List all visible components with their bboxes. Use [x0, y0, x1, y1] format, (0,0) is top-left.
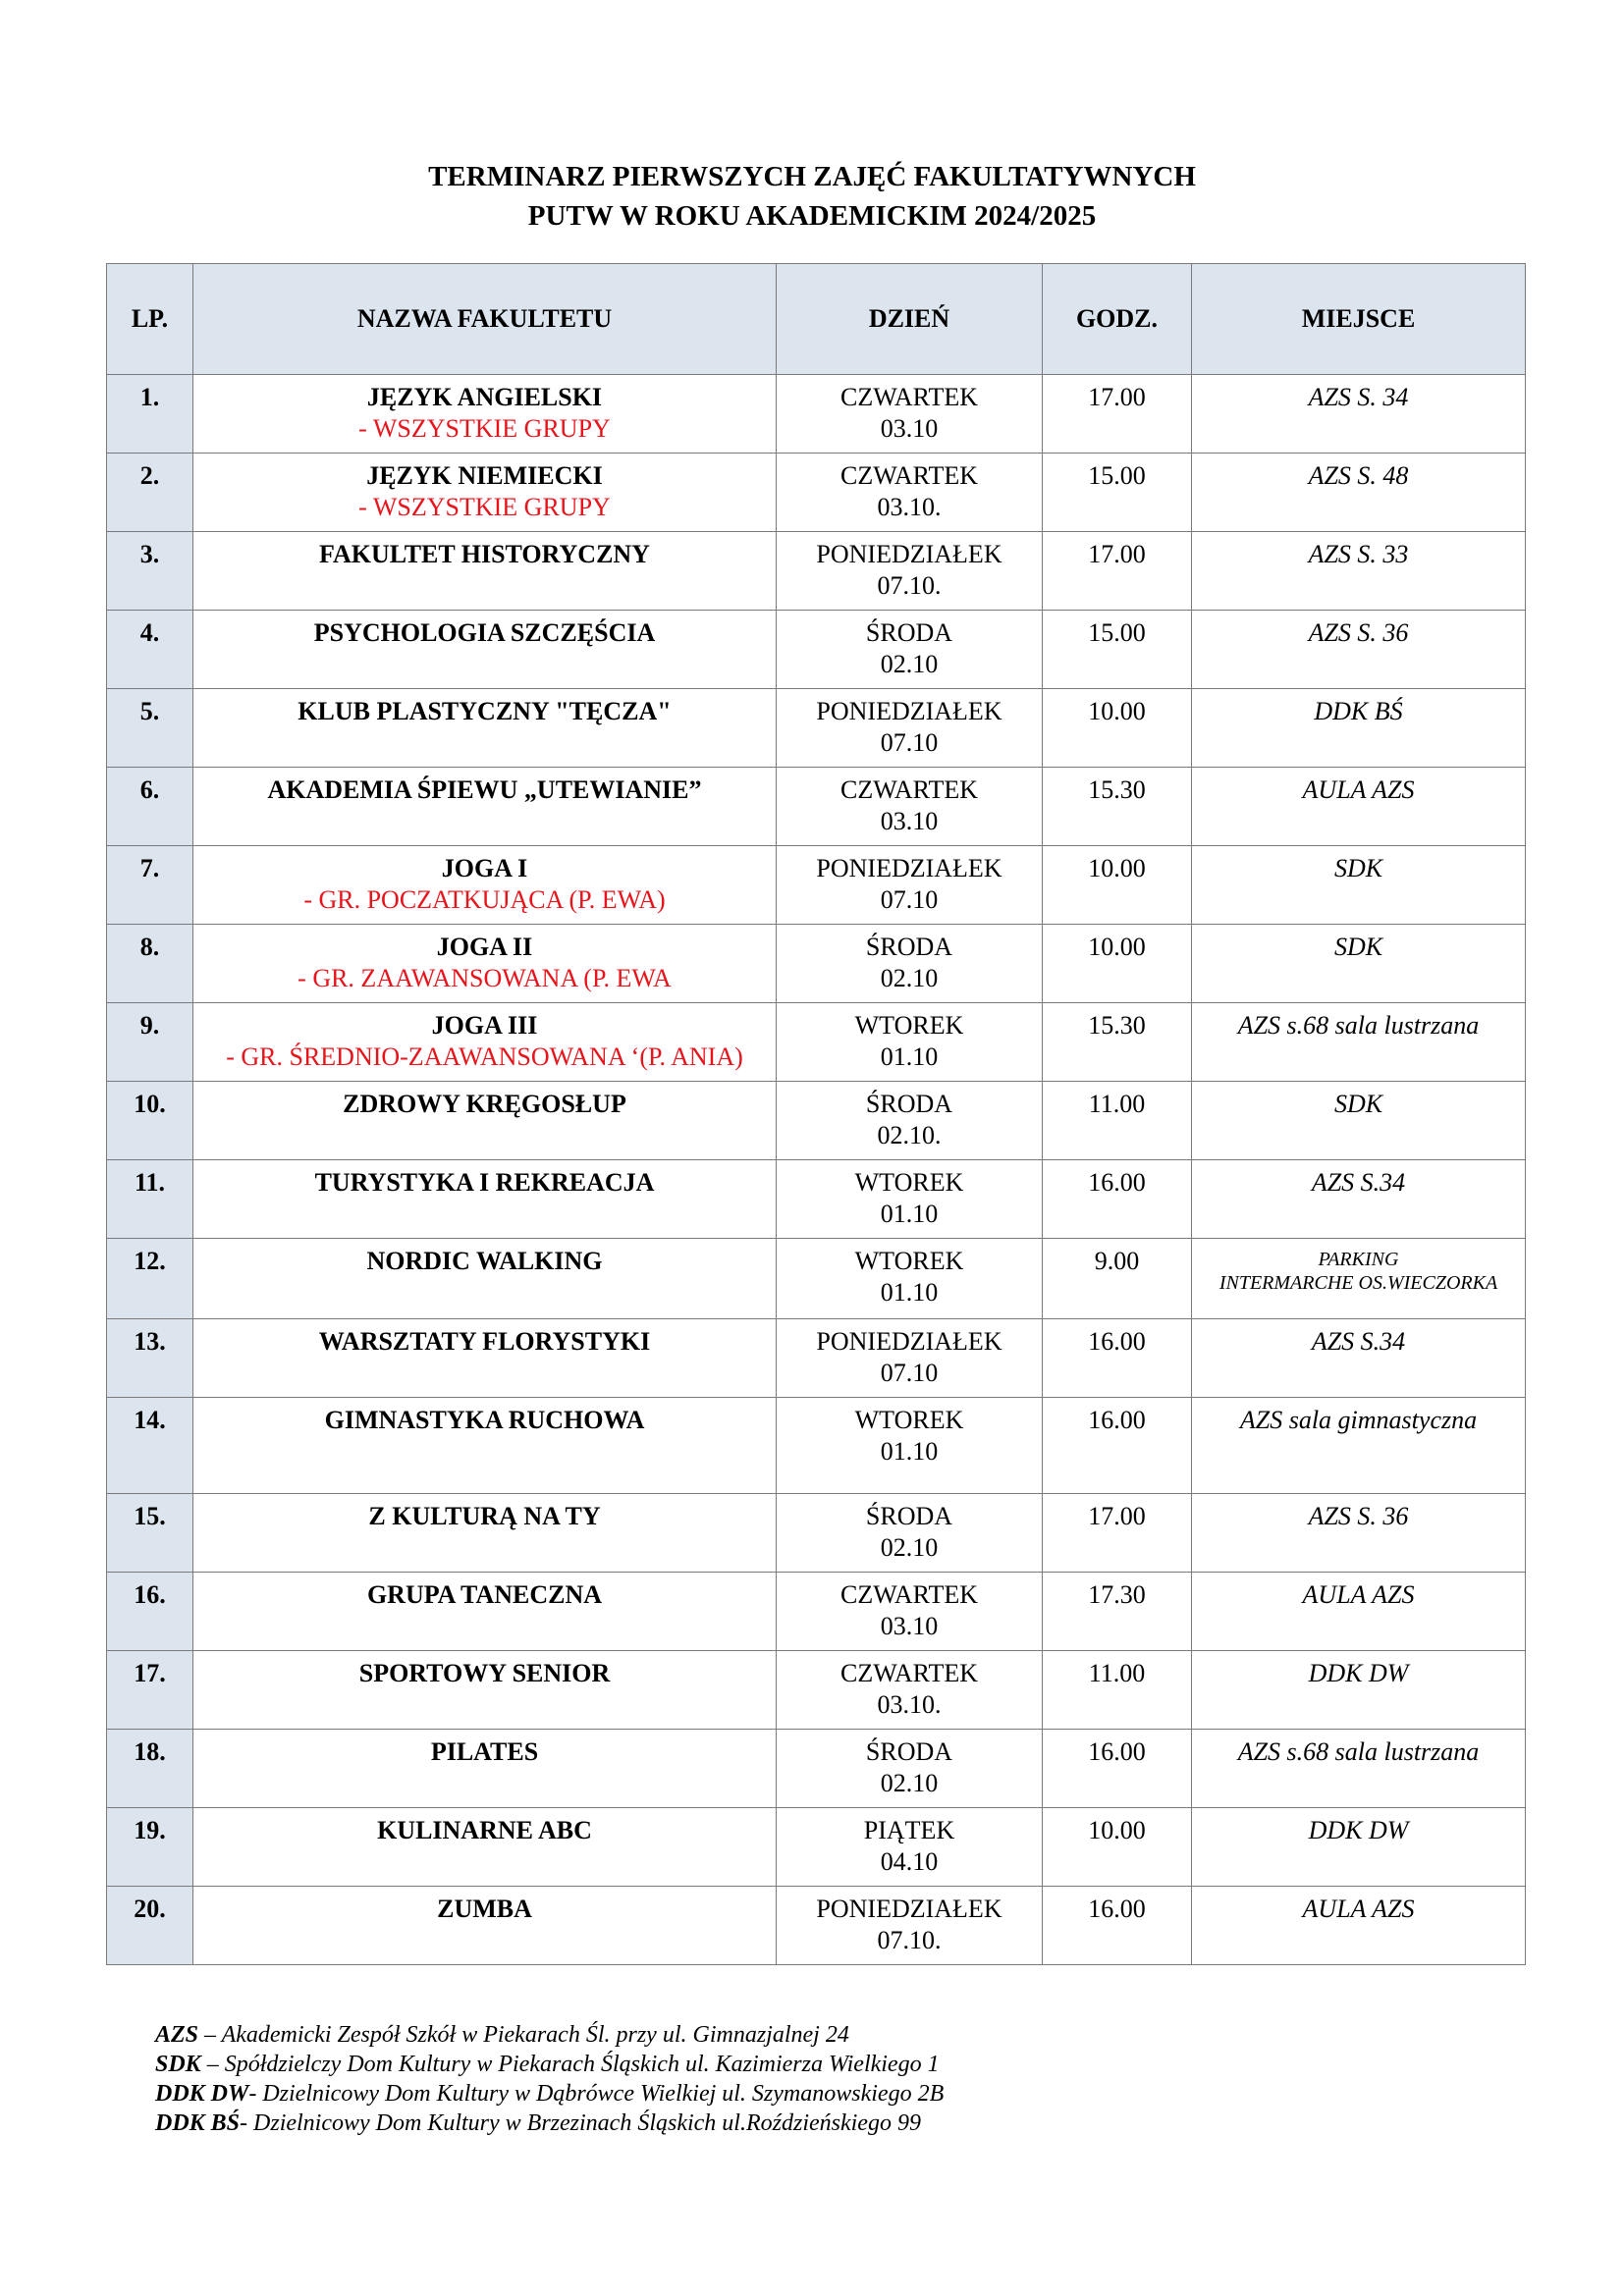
row-name: [193, 1730, 777, 1808]
row-name-title: TURYSTYKA I REKREACJA: [314, 1168, 655, 1197]
row-date: 03.10: [880, 414, 939, 443]
schedule-table: [106, 263, 1526, 1965]
row-name: [193, 1651, 777, 1730]
row-date: 02.10.: [877, 1121, 942, 1149]
row-day-name: ŚRODA: [865, 618, 953, 647]
row-place-line: AULA AZS: [1302, 1580, 1415, 1609]
table-row: [107, 846, 1526, 925]
row-name-title: FAKULTET HISTORYCZNY: [319, 540, 650, 568]
row-date: 02.10: [880, 1533, 939, 1562]
row-lp: 1.: [107, 375, 193, 454]
legend-text: – Akademicki Zespół Szkół w Piekarach Śl. przy ul. Gimnazjalnej 24: [198, 2022, 849, 2048]
row-name: [193, 689, 777, 768]
row-hour: 16.00: [1043, 1887, 1192, 1965]
row-date: 03.10.: [877, 493, 942, 521]
row-hour: 15.30: [1043, 768, 1192, 846]
row-lp: 10.: [107, 1082, 193, 1160]
row-hour: 17.00: [1043, 532, 1192, 611]
row-day-name: PIĄTEK: [863, 1816, 955, 1844]
title-line-1: TERMINARZ PIERWSZYCH ZAJĘĆ FAKULTATYWNYCH: [428, 161, 1196, 192]
row-day: [777, 846, 1043, 925]
row-place-line-2: INTERMARCHE OS.WIECZORKA: [1218, 1272, 1498, 1294]
row-day: [777, 1730, 1043, 1808]
header-place: MIEJSCE: [1192, 264, 1526, 375]
row-date: 07.10.: [877, 1926, 942, 1954]
table-row: [107, 1239, 1526, 1319]
row-hour: 10.00: [1043, 846, 1192, 925]
table-row: [107, 1082, 1526, 1160]
row-place: [1192, 768, 1526, 846]
legend-text: - Dzielnicowy Dom Kultury w Dąbrówce Wielkiej ul. Szymanowskiego 2B: [248, 2081, 945, 2107]
row-hour: 17.30: [1043, 1573, 1192, 1651]
row-day-name: CZWARTEK: [840, 775, 978, 804]
row-place: [1192, 1082, 1526, 1160]
row-lp: 16.: [107, 1573, 193, 1651]
row-day: [777, 454, 1043, 532]
row-date: 07.10: [880, 728, 939, 757]
row-place: [1192, 1398, 1526, 1494]
row-place-line: SDK: [1333, 1090, 1383, 1118]
row-day: [777, 1239, 1043, 1319]
row-name: [193, 1319, 777, 1398]
row-hour: 16.00: [1043, 1398, 1192, 1494]
row-place-line: AZS s.68 sala lustrzana: [1237, 1737, 1480, 1766]
row-place: [1192, 454, 1526, 532]
row-place: [1192, 1494, 1526, 1573]
table-row: [107, 768, 1526, 846]
row-place: [1192, 1651, 1526, 1730]
row-lp: 2.: [107, 454, 193, 532]
row-place: [1192, 532, 1526, 611]
row-hour: 9.00: [1043, 1239, 1192, 1319]
table-row: [107, 1319, 1526, 1398]
row-day: [777, 1319, 1043, 1398]
row-name-title: NORDIC WALKING: [366, 1247, 603, 1275]
row-name: [193, 846, 777, 925]
legend-item: [155, 2109, 1432, 2138]
row-place-line: AZS S. 36: [1308, 618, 1409, 647]
row-place: [1192, 1887, 1526, 1965]
row-place: [1192, 1730, 1526, 1808]
document-title: [0, 157, 1624, 236]
row-place-line: AULA AZS: [1302, 775, 1415, 804]
row-date: 02.10: [880, 1769, 939, 1797]
row-lp: 12.: [107, 1239, 193, 1319]
row-day: [777, 611, 1043, 689]
row-day: [777, 1003, 1043, 1082]
row-hour: 15.30: [1043, 1003, 1192, 1082]
legend-item: [155, 2020, 1432, 2050]
row-day: [777, 532, 1043, 611]
row-place: [1192, 1239, 1526, 1319]
row-hour: 16.00: [1043, 1319, 1192, 1398]
row-name-title: JOGA II: [436, 933, 533, 961]
row-name-title: GRUPA TANECZNA: [366, 1580, 603, 1609]
row-place: [1192, 1160, 1526, 1239]
row-name: [193, 375, 777, 454]
row-hour: 16.00: [1043, 1730, 1192, 1808]
row-date: 02.10: [880, 650, 939, 678]
row-name-title: WARSZTATY FLORYSTYKI: [318, 1327, 651, 1356]
row-day: [777, 1082, 1043, 1160]
row-place-line: DDK DW: [1308, 1659, 1409, 1687]
row-place-line: SDK: [1333, 933, 1383, 961]
row-name-subtitle: - GR. ŚREDNIO-ZAAWANSOWANA ‘(P. ANIA): [226, 1042, 743, 1071]
row-place-line: AZS S. 48: [1308, 461, 1409, 490]
row-place-line: AZS s.68 sala lustrzana: [1237, 1011, 1480, 1040]
row-name: [193, 925, 777, 1003]
row-name: [193, 1239, 777, 1319]
row-day-name: PONIEDZIAŁEK: [816, 1895, 1002, 1923]
row-date: 03.10: [880, 807, 939, 835]
header-lp: LP.: [107, 264, 193, 375]
table-body: [107, 375, 1526, 1965]
row-lp: 13.: [107, 1319, 193, 1398]
row-place-line: SDK: [1333, 854, 1383, 882]
row-day-name: WTOREK: [854, 1247, 964, 1275]
row-name-subtitle: - GR. POCZATKUJĄCA (P. EWA): [303, 885, 666, 914]
row-place-line: AZS S.34: [1311, 1327, 1406, 1356]
table-row: [107, 532, 1526, 611]
row-name-title: JOGA III: [431, 1011, 538, 1040]
row-day: [777, 1573, 1043, 1651]
row-date: 03.10: [880, 1612, 939, 1640]
row-lp: 15.: [107, 1494, 193, 1573]
row-lp: 4.: [107, 611, 193, 689]
row-place: [1192, 925, 1526, 1003]
legend-text: - Dzielnicowy Dom Kultury w Brzezinach Śląskich ul.Roździeńskiego 99: [240, 2110, 921, 2136]
row-day: [777, 768, 1043, 846]
row-day: [777, 1160, 1043, 1239]
row-place-line: AZS S.34: [1311, 1168, 1406, 1197]
row-hour: 11.00: [1043, 1651, 1192, 1730]
row-date: 07.10: [880, 1359, 939, 1387]
row-date: 01.10: [880, 1437, 939, 1466]
row-day-name: ŚRODA: [865, 933, 953, 961]
table-row: [107, 1887, 1526, 1965]
row-day-name: WTOREK: [854, 1168, 964, 1197]
row-name-title: Z KULTURĄ NA TY: [368, 1502, 601, 1530]
row-name: [193, 454, 777, 532]
row-place-line: AZS S. 34: [1308, 383, 1409, 411]
row-lp: 11.: [107, 1160, 193, 1239]
row-day: [777, 1651, 1043, 1730]
row-day-name: PONIEDZIAŁEK: [816, 854, 1002, 882]
row-name: [193, 1398, 777, 1494]
table-row: [107, 1573, 1526, 1651]
legend-text: – Spółdzielczy Dom Kultury w Piekarach Śląskich ul. Kazimierza Wielkiego 1: [200, 2052, 940, 2077]
table-header-row: [107, 264, 1526, 375]
row-hour: 15.00: [1043, 454, 1192, 532]
row-name: [193, 1573, 777, 1651]
row-date: 02.10: [880, 964, 939, 992]
legend-abbr: SDK: [155, 2052, 201, 2077]
row-day: [777, 1494, 1043, 1573]
row-lp: 9.: [107, 1003, 193, 1082]
row-hour: 10.00: [1043, 1808, 1192, 1887]
legend-abbr: DDK BŚ: [155, 2110, 241, 2136]
table-row: [107, 1398, 1526, 1494]
row-lp: 18.: [107, 1730, 193, 1808]
row-place-line: PARKING: [1318, 1249, 1399, 1270]
row-place: [1192, 1319, 1526, 1398]
row-name: [193, 1160, 777, 1239]
row-day-name: CZWARTEK: [840, 1659, 978, 1687]
row-date: 04.10: [880, 1847, 939, 1876]
table-row: [107, 1730, 1526, 1808]
table-row: [107, 925, 1526, 1003]
row-lp: 14.: [107, 1398, 193, 1494]
row-name-title: GIMNASTYKA RUCHOWA: [324, 1406, 645, 1434]
row-lp: 8.: [107, 925, 193, 1003]
row-date: 01.10: [880, 1278, 939, 1307]
header-day: DZIEŃ: [777, 264, 1043, 375]
row-hour: 16.00: [1043, 1160, 1192, 1239]
row-day-name: WTOREK: [854, 1406, 964, 1434]
row-day-name: CZWARTEK: [840, 1580, 978, 1609]
row-day-name: ŚRODA: [865, 1737, 953, 1766]
legend-abbr: DDK DW: [155, 2081, 249, 2107]
table-row: [107, 1808, 1526, 1887]
row-hour: 17.00: [1043, 375, 1192, 454]
legend: [155, 2020, 1432, 2138]
row-name-title: ZUMBA: [437, 1895, 532, 1923]
row-name-title: KULINARNE ABC: [377, 1816, 592, 1844]
row-name-title: ZDROWY KRĘGOSŁUP: [343, 1090, 626, 1118]
row-place-line: AZS sala gimnastyczna: [1239, 1406, 1478, 1434]
row-lp: 7.: [107, 846, 193, 925]
row-day-name: ŚRODA: [865, 1090, 953, 1118]
row-name-title: PSYCHOLOGIA SZCZĘŚCIA: [313, 618, 656, 647]
table-row: [107, 1160, 1526, 1239]
row-name-title: PILATES: [430, 1737, 539, 1766]
row-place-line: AZS S. 36: [1308, 1502, 1409, 1530]
row-place: [1192, 1573, 1526, 1651]
row-name-subtitle: - WSZYSTKIE GRUPY: [358, 414, 611, 443]
table-row: [107, 375, 1526, 454]
row-lp: 19.: [107, 1808, 193, 1887]
row-day: [777, 1398, 1043, 1494]
row-day-name: PONIEDZIAŁEK: [816, 697, 1002, 725]
row-name: [193, 1003, 777, 1082]
row-day: [777, 375, 1043, 454]
row-lp: 17.: [107, 1651, 193, 1730]
row-place: [1192, 1003, 1526, 1082]
row-date: 03.10.: [877, 1690, 942, 1719]
row-hour: 10.00: [1043, 925, 1192, 1003]
table-row: [107, 1494, 1526, 1573]
row-name: [193, 1494, 777, 1573]
row-date: 01.10: [880, 1042, 939, 1071]
table-row: [107, 454, 1526, 532]
row-day-name: PONIEDZIAŁEK: [816, 1327, 1002, 1356]
legend-item: [155, 2050, 1432, 2079]
table-row: [107, 1003, 1526, 1082]
row-day-name: WTOREK: [854, 1011, 964, 1040]
row-day: [777, 1887, 1043, 1965]
row-day: [777, 925, 1043, 1003]
row-place: [1192, 846, 1526, 925]
row-name-title: JOGA I: [441, 854, 528, 882]
row-name-subtitle: - GR. ZAAWANSOWANA (P. EWA: [298, 964, 672, 992]
row-place-line: AZS S. 33: [1308, 540, 1409, 568]
row-place: [1192, 1808, 1526, 1887]
row-name-title: KLUB PLASTYCZNY "TĘCZA": [298, 697, 672, 725]
row-place: [1192, 689, 1526, 768]
row-day: [777, 689, 1043, 768]
row-hour: 17.00: [1043, 1494, 1192, 1573]
row-lp: 20.: [107, 1887, 193, 1965]
row-hour: 11.00: [1043, 1082, 1192, 1160]
row-day: [777, 1808, 1043, 1887]
row-day-name: CZWARTEK: [840, 461, 978, 490]
table-row: [107, 611, 1526, 689]
legend-abbr: AZS: [155, 2022, 199, 2048]
row-lp: 5.: [107, 689, 193, 768]
row-date: 01.10: [880, 1200, 939, 1228]
row-day-name: PONIEDZIAŁEK: [816, 540, 1002, 568]
row-name: [193, 532, 777, 611]
row-name: [193, 611, 777, 689]
row-date: 07.10.: [877, 571, 942, 600]
row-lp: 6.: [107, 768, 193, 846]
legend-item: [155, 2079, 1432, 2109]
row-hour: 15.00: [1043, 611, 1192, 689]
row-name: [193, 768, 777, 846]
row-name-title: AKADEMIA ŚPIEWU „UTEWIANIE”: [267, 775, 702, 804]
header-name: NAZWA FAKULTETU: [193, 264, 777, 375]
row-day-name: CZWARTEK: [840, 383, 978, 411]
row-name-subtitle: - WSZYSTKIE GRUPY: [358, 493, 611, 521]
table-row: [107, 1651, 1526, 1730]
title-line-2: PUTW W ROKU AKADEMICKIM 2024/2025: [527, 200, 1097, 232]
row-place-line: DDK DW: [1308, 1816, 1409, 1844]
row-day-name: ŚRODA: [865, 1502, 953, 1530]
row-name-title: JĘZYK ANGIELSKI: [366, 383, 603, 411]
row-place-line: AULA AZS: [1302, 1895, 1415, 1923]
row-name: [193, 1887, 777, 1965]
row-lp: 3.: [107, 532, 193, 611]
row-name-title: SPORTOWY SENIOR: [358, 1659, 611, 1687]
row-name: [193, 1082, 777, 1160]
row-place: [1192, 611, 1526, 689]
row-name: [193, 1808, 777, 1887]
row-place: [1192, 375, 1526, 454]
row-hour: 10.00: [1043, 689, 1192, 768]
table-row: [107, 689, 1526, 768]
row-place-line: DDK BŚ: [1314, 697, 1403, 725]
row-name-title: JĘZYK NIEMIECKI: [366, 461, 603, 490]
header-hour: GODZ.: [1043, 264, 1192, 375]
row-date: 07.10: [880, 885, 939, 914]
